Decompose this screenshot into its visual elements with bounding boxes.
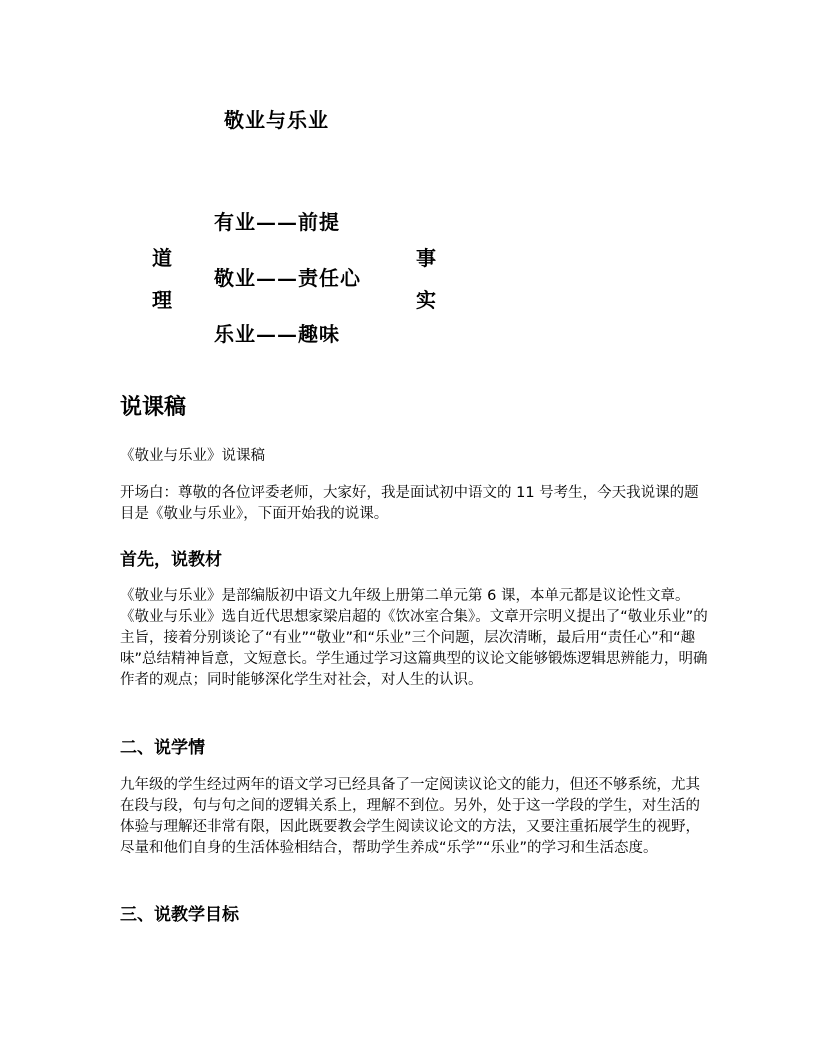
section-2-body: 九年级的学生经过两年的语文学习已经具备了一定阅读议论文的能力，但还不够系统，尤其在段与段，句与句之间的逻辑关系上，理解不到位。另外，处于这一学段的学生，对生活的体验与理解还非常有限，因此既要教会学生阅读议论文的方法，又要注重拓展学生的视野，尽量和他们自身的生活体验相结合，帮助学生养成“乐学”“乐业”的学习和生活态度。: [120, 777, 700, 856]
opening-paragraph: 开场白：尊敬的各位评委老师，大家好，我是面试初中语文的 11 号考生，今天我说课的题目是《敬业与乐业》，下面开始我的说课。: [120, 485, 699, 522]
section-3-title: 三、说教学目标: [120, 905, 239, 925]
section-2-title: 二、说学情: [120, 738, 205, 758]
diagram-row-2: 敬业——责任心: [214, 266, 361, 290]
diagram-row-1: 有业——前提: [214, 210, 340, 234]
diagram-left-bottom: 理: [152, 288, 173, 312]
section-1-title: 首先，说教材: [120, 550, 222, 570]
section-1-body: 《敬业与乐业》是部编版初中语文九年级上册第二单元第 6 课，本单元都是议论性文章。《敬业与乐业》选自近代思想家梁启超的《饮冰室合集》。文章开宗明义提出了“敬业乐业”的主旨，接着分别谈论了“有业”“敬业”和“乐业”三个问题，层次清晰，最后用“责任心”和“趣味”总结精神旨意，文短意长。学生通过学习这篇典型的议论文能够锻炼逻辑思辨能力，明确作者的观点；同时能够深化学生对社会，对人生的认识。: [120, 588, 708, 688]
page-heading: 说课稿: [120, 395, 187, 420]
diagram-right-bottom: 实: [416, 288, 437, 312]
doc-subtitle: 《敬业与乐业》说课稿: [120, 448, 265, 464]
diagram-right-top: 事: [416, 246, 437, 270]
diagram-left-top: 道: [152, 246, 173, 270]
diagram-title: 敬业与乐业: [224, 108, 329, 132]
diagram-row-3: 乐业——趣味: [214, 322, 340, 346]
